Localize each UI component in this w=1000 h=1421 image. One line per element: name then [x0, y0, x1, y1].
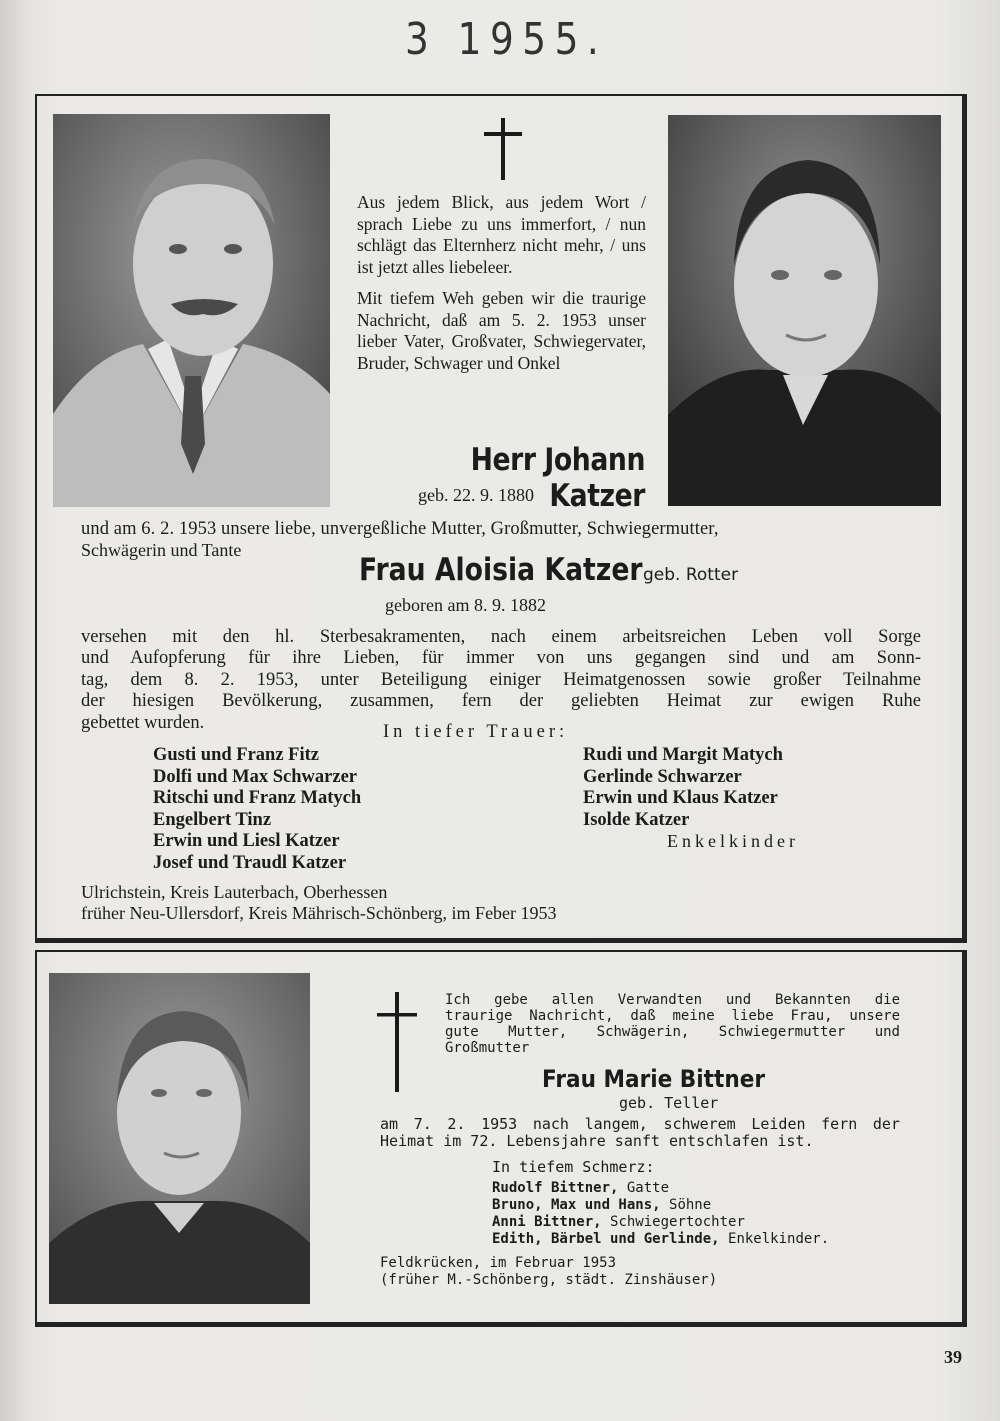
- portrait-johann-katzer: [53, 114, 330, 507]
- body-line: gebettet wurden.: [81, 712, 205, 733]
- body-line: der hiesigen Bevölkerung, zusammen, fern der geliebten Heimat zur ewigen Ruhe: [81, 691, 921, 712]
- announcement-intro: Mit tiefem Weh geben wir die traurige Nachricht, daß am 5. 2. 1953 unser lieber Vater, Großvater, Schwiegervater, Bruder, Schwager und Onkel: [357, 288, 646, 373]
- maiden-name-rotter: geb. Rotter: [643, 565, 739, 585]
- mourner: Dolfi und Max Schwarzer: [153, 766, 357, 787]
- mourner-name: Edith, Bärbel und Gerlinde,: [492, 1231, 720, 1247]
- cross-icon: [484, 118, 522, 184]
- mourners-left: [153, 745, 361, 874]
- maiden-name-teller: geb. Teller: [619, 1094, 719, 1112]
- body-line: versehen mit den hl. Sterbesakramenten, nach einem arbeitsreichen Leben voll Sorge: [81, 627, 921, 647]
- cross-icon: [377, 992, 417, 1096]
- mourner: [492, 1231, 829, 1248]
- intro-line: gute Mutter, Schwägerin, Schwiegermutter und: [445, 1024, 900, 1040]
- portrait-aloisia-katzer: [668, 115, 941, 506]
- intro-line: Ich gebe allen Verwandten und Bekannten die: [445, 992, 900, 1008]
- mourner-name: Rudolf Bittner,: [492, 1180, 619, 1196]
- birth-johann-katzer: geb. 22. 9. 1880: [418, 485, 534, 505]
- obituary-notice-bittner: [35, 950, 967, 1327]
- relation-line: Schwägerin und Tante: [81, 540, 242, 560]
- intro-line: traurige Nachricht, daß meine liebe Frau, unsere: [445, 1008, 900, 1024]
- birth-aloisia-katzer: geboren am 8. 9. 1882: [385, 595, 546, 615]
- mourner: Isolde Katzer: [583, 809, 690, 830]
- mourner: Erwin und Liesl Katzer: [153, 831, 340, 851]
- mourner-role: Gatte: [626, 1180, 670, 1196]
- mourner: Rudi und Margit Matych: [583, 745, 783, 765]
- mourner: Erwin und Klaus Katzer: [583, 788, 778, 808]
- handwritten-note: 3 1955.: [405, 14, 608, 65]
- name-johann-katzer: Herr Johann Katzer: [470, 442, 645, 514]
- intro-text: [445, 992, 900, 1056]
- death-line: Heimat im 72. Lebensjahre sanft entschlafen ist.: [380, 1132, 814, 1150]
- mourner: [492, 1214, 829, 1231]
- mourner: Josef und Traudl Katzer: [153, 852, 347, 873]
- mourner-role: Enkelkinder.: [728, 1231, 830, 1247]
- death-text: [380, 1116, 900, 1150]
- mourner: [492, 1197, 829, 1214]
- intro-line: Großmutter: [445, 1040, 530, 1056]
- mourner-role: Schwiegertochter: [610, 1214, 745, 1230]
- body-line: tag, dem 8. 2. 1953, unter Beteiligung einiger Heimatgenossen sowie großer Teilnahme: [81, 669, 921, 690]
- obituary-notice-katzer: [35, 94, 967, 943]
- mourning-heading: In tiefer Trauer:: [383, 722, 569, 742]
- death-line: am 7. 2. 1953 nach langem, schwerem Leiden fern der: [380, 1115, 900, 1133]
- mourner: Gusti und Franz Fitz: [153, 745, 319, 765]
- place-line-2: früher Neu-Ullersdorf, Kreis Mährisch-Schönberg, im Feber 1953: [81, 903, 557, 923]
- poem-and-announcement: [357, 192, 646, 374]
- portrait-marie-bittner: [49, 973, 310, 1304]
- name-marie-bittner: Frau Marie Bittner: [542, 1065, 766, 1093]
- mourner: Gerlinde Schwarzer: [583, 766, 742, 787]
- page-number: 39: [944, 1347, 962, 1367]
- mourner-role: Söhne: [669, 1197, 712, 1213]
- place-line-1: Ulrichstein, Kreis Lauterbach, Oberhessen: [81, 882, 388, 902]
- name-aloisia-katzer: Frau Aloisia Katzer: [359, 552, 643, 588]
- mourners-right: [583, 745, 783, 831]
- death-date-line: und am 6. 2. 1953 unsere liebe, unvergeßliche Mutter, Großmutter, Schwiegermutter,: [81, 519, 719, 539]
- mourner-name: Anni Bittner,: [492, 1214, 602, 1230]
- body-line: und Aufopferung für ihre Lieben, für immer von uns gegangen sind und am Sonn-: [81, 648, 921, 669]
- mourner: [492, 1180, 829, 1197]
- mourning-heading-2: In tiefem Schmerz:: [492, 1158, 655, 1176]
- body-text: [81, 627, 921, 734]
- name-aloisia-katzer-block: [359, 552, 738, 588]
- mourners-bittner: [492, 1180, 829, 1248]
- place-line-2: (früher M.-Schönberg, städt. Zinshäuser): [380, 1272, 718, 1288]
- place-line-1: Feldkrücken, im Februar 1953: [380, 1255, 617, 1271]
- grandchildren-label: Enkelkinder: [667, 831, 799, 851]
- mourner: Ritschi und Franz Matych: [153, 788, 362, 808]
- mourner-name: Bruno, Max und Hans,: [492, 1197, 661, 1213]
- poem-text: Aus jedem Blick, aus jedem Wort / sprach Liebe zu uns immerfort, / nun schlägt das Elternherz nicht mehr, / uns ist jetzt alles liebeleer.: [357, 192, 646, 277]
- mourner: Engelbert Tinz: [153, 809, 272, 830]
